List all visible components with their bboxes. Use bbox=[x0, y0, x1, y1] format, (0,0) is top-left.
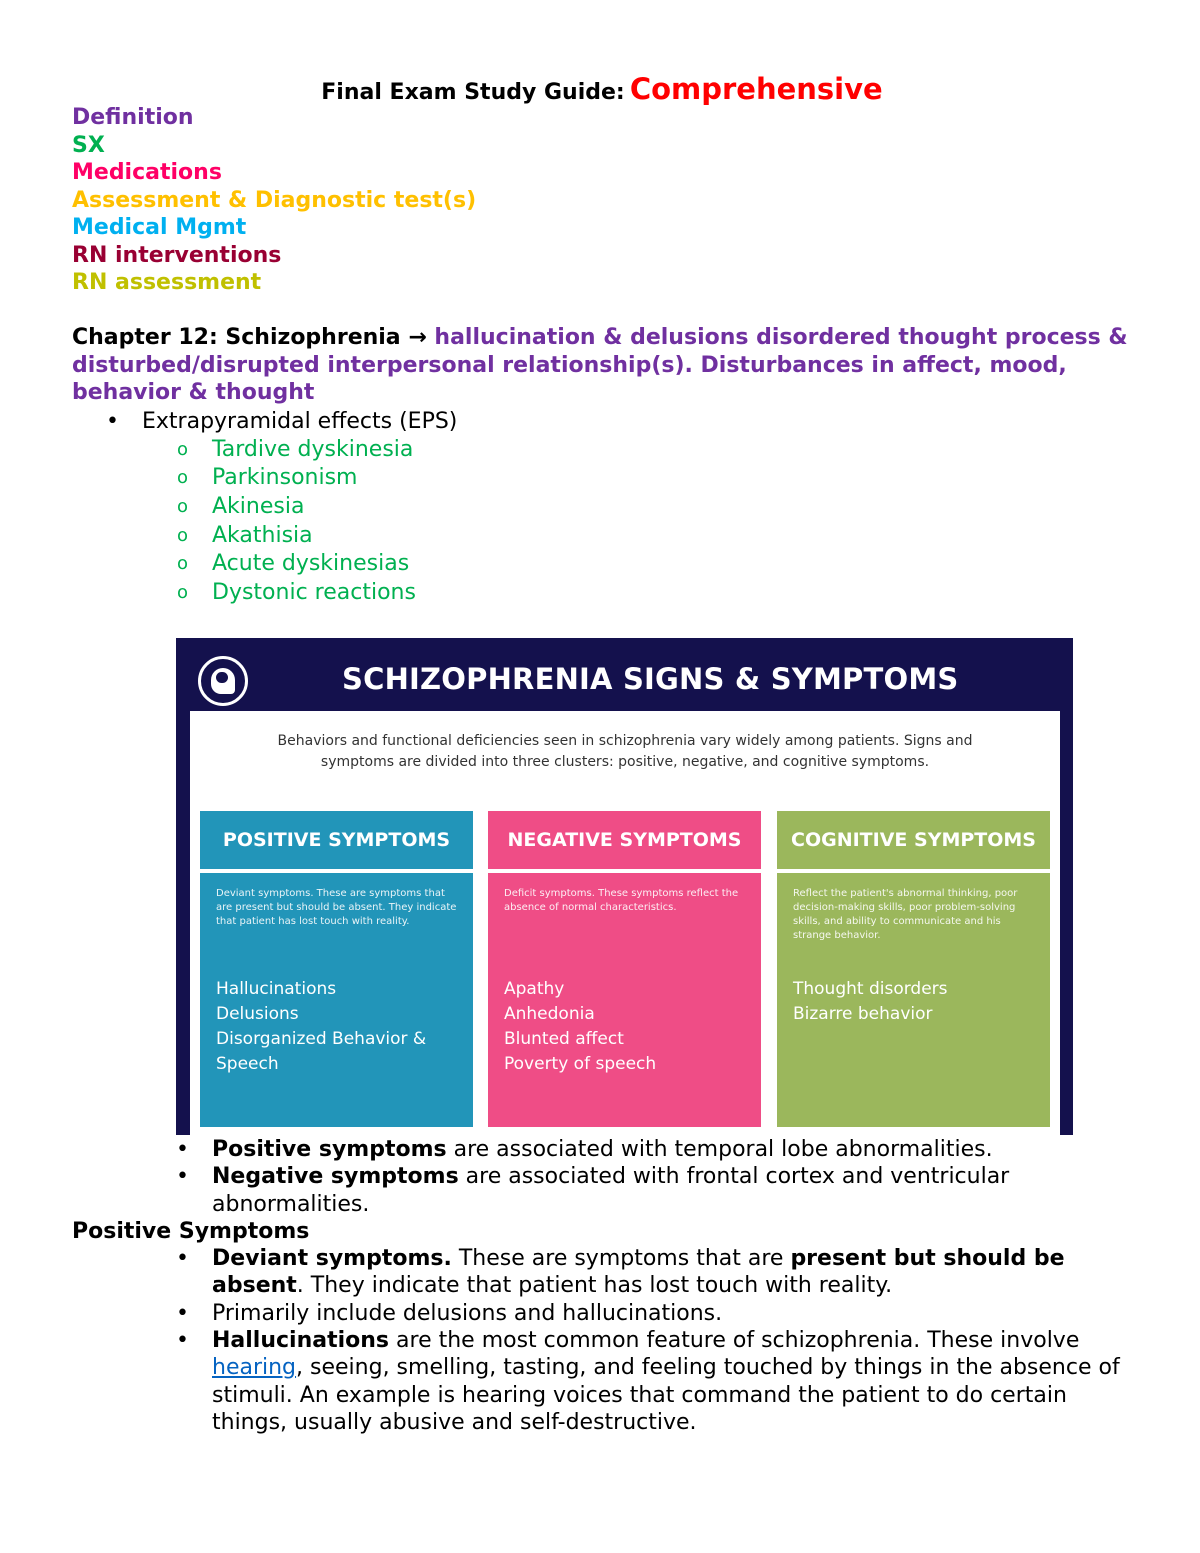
chapter-title: Chapter 12: Schizophrenia → bbox=[72, 325, 427, 350]
list-item bbox=[72, 464, 457, 493]
symptom-item: Poverty of speech bbox=[504, 1054, 657, 1074]
legend-rn-assessment: RN assessment bbox=[72, 270, 262, 295]
note-text: , seeing, smelling, tasting, and feeling touched by things in the absence of stimuli. An example is hearing voices that command the patient to do certain things, usually abusive and self-destructive. bbox=[212, 1355, 1120, 1435]
symptom-item: Disorganized Behavior & bbox=[216, 1029, 427, 1049]
circle-bullet-icon: o bbox=[177, 467, 189, 489]
column-heading: COGNITIVE SYMPTOMS bbox=[777, 811, 1050, 869]
positive-symptoms-column bbox=[200, 811, 473, 1131]
eps-item: Acute dyskinesias bbox=[212, 551, 410, 577]
column-description: Deviant symptoms. These are symptoms that are present but should be absent. They indicate that patient has lost touch with reality. bbox=[216, 888, 457, 927]
title-prefix: Final Exam Study Guide: bbox=[321, 80, 625, 105]
list-item bbox=[72, 1163, 1132, 1218]
legend-assessment: Assessment & Diagnostic test(s) bbox=[72, 187, 477, 213]
symptom-item: Hallucinations bbox=[216, 979, 337, 999]
eps-label: Extrapyramidal effects (EPS) bbox=[142, 409, 458, 434]
bullet-icon: • bbox=[176, 1300, 189, 1326]
eps-list bbox=[72, 408, 457, 608]
note-bold: Deviant symptoms. bbox=[212, 1246, 452, 1272]
circle-bullet-icon: o bbox=[177, 438, 189, 460]
legend-medical-mgmt: Medical Mgmt bbox=[72, 215, 247, 240]
symptom-item: Delusions bbox=[216, 1004, 299, 1024]
note-text: are associated with frontal cortex and ventricular abnormalities. bbox=[212, 1164, 1010, 1217]
bullet-icon: • bbox=[176, 1137, 189, 1162]
note-bold: Positive symptoms bbox=[212, 1137, 447, 1162]
symptom-item: Apathy bbox=[504, 979, 565, 999]
page-title bbox=[72, 72, 1132, 106]
circle-bullet-icon: o bbox=[177, 582, 189, 604]
chapter-heading bbox=[72, 324, 1132, 407]
list-item bbox=[72, 1327, 1132, 1436]
color-legend bbox=[72, 104, 476, 297]
notes-section bbox=[72, 1136, 1132, 1436]
eps-item: Parkinsonism bbox=[212, 465, 358, 491]
column-description: Deficit symptoms. These symptoms reflect the absence of normal characteristics. bbox=[504, 888, 739, 913]
infographic-panel bbox=[190, 711, 1060, 1135]
list-item bbox=[72, 550, 457, 579]
negative-symptoms-column bbox=[488, 811, 761, 1131]
legend-definition: Definition bbox=[72, 105, 194, 130]
note-text: are associated with temporal lobe abnormalities. bbox=[446, 1137, 993, 1162]
note-text: . They indicate that patient has lost touch with reality. bbox=[296, 1273, 893, 1299]
infographic-intro: Behaviors and functional deficiencies seen in schizophrenia vary widely among patients. Signs and symptoms are divided into three clusters: positive, negative, and cognitive symptoms. bbox=[277, 733, 973, 770]
eps-item: Tardive dyskinesia bbox=[212, 436, 414, 462]
circle-bullet-icon: o bbox=[177, 495, 189, 517]
eps-item: Dystonic reactions bbox=[212, 580, 416, 606]
circle-bullet-icon: o bbox=[177, 524, 189, 546]
column-heading: NEGATIVE SYMPTOMS bbox=[488, 811, 761, 869]
legend-rn-interventions: RN interventions bbox=[72, 242, 282, 268]
title-emphasis: Comprehensive bbox=[629, 72, 883, 106]
list-item bbox=[72, 1300, 1132, 1327]
note-bold: present but should be absent bbox=[212, 1246, 1065, 1299]
note-bold: Hallucinations bbox=[212, 1328, 390, 1354]
symptom-item: Speech bbox=[216, 1054, 279, 1074]
circle-bullet-icon: o bbox=[177, 553, 189, 575]
symptom-item: Blunted affect bbox=[504, 1029, 624, 1049]
note-bold: Negative symptoms bbox=[212, 1164, 459, 1190]
symptom-item: Thought disorders bbox=[793, 979, 948, 999]
note-text: are the most common feature of schizophrenia. These involve bbox=[389, 1328, 1080, 1354]
schizophrenia-infographic bbox=[176, 638, 1073, 1135]
section-heading: Positive Symptoms bbox=[72, 1218, 310, 1244]
legend-medications: Medications bbox=[72, 160, 222, 185]
bullet-icon: • bbox=[106, 409, 119, 434]
cognitive-symptoms-column bbox=[777, 811, 1050, 1131]
list-item bbox=[72, 522, 457, 551]
list-item bbox=[72, 579, 457, 608]
eps-item: Akinesia bbox=[212, 493, 305, 519]
list-item bbox=[72, 436, 457, 465]
note-text: Primarily include delusions and hallucinations. bbox=[212, 1300, 723, 1326]
symptom-item: Anhedonia bbox=[504, 1004, 595, 1024]
chapter-definition: hallucination & delusions disordered thought process & disturbed/disrupted interpersonal relationship(s). Disturbances in affect, mood, behavior & thought bbox=[72, 325, 1128, 405]
list-item bbox=[72, 1136, 1132, 1163]
bullet-icon: • bbox=[176, 1328, 189, 1354]
bullet-icon: • bbox=[176, 1164, 189, 1190]
legend-sx: SX bbox=[72, 132, 105, 158]
list-item bbox=[72, 493, 457, 522]
list-item bbox=[72, 408, 457, 436]
bullet-icon: • bbox=[176, 1246, 189, 1272]
hearing-link[interactable]: hearing bbox=[212, 1355, 297, 1381]
note-text: These are symptoms that are bbox=[451, 1246, 791, 1272]
head-brain-icon bbox=[198, 656, 248, 706]
list-item bbox=[72, 1245, 1132, 1300]
column-heading: POSITIVE SYMPTOMS bbox=[200, 811, 473, 869]
infographic-title: SCHIZOPHRENIA SIGNS & SYMPTOMS bbox=[342, 662, 959, 696]
column-description: Reflect the patient's abnormal thinking, poor decision-making skills, poor problem-solving skills, and ability to communicate and his strange behavior. bbox=[793, 888, 1018, 941]
eps-item: Akathisia bbox=[212, 522, 313, 548]
symptom-item: Bizarre behavior bbox=[793, 1004, 933, 1024]
